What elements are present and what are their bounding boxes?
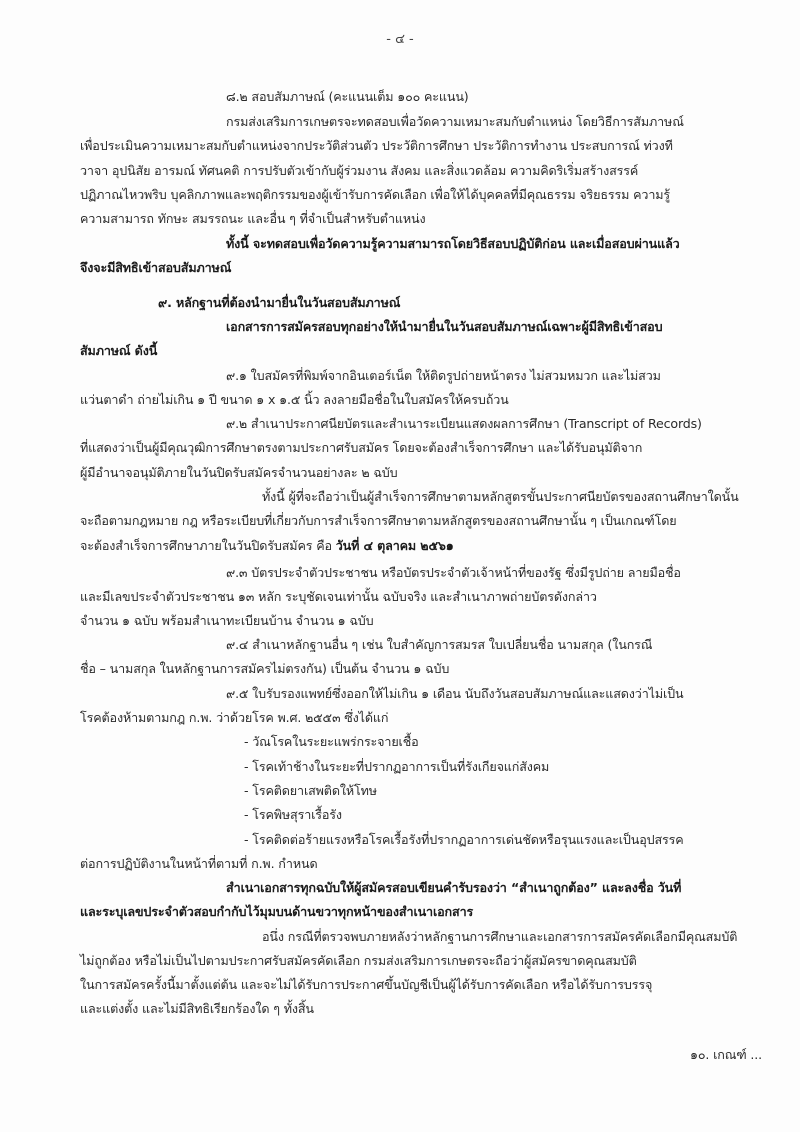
text-line	[80, 1000, 314, 1018]
text-line	[80, 259, 231, 277]
line-text: ๙. หลักฐานที่ต้องนำมายื่นในวันสอบสัมภาษณ์	[158, 295, 401, 310]
line-text: เพื่อประเมินความเหมาะสมกับตำแหน่งจากประวัติส่วนตัว ประวัติการศึกษา ประวัติการทำงาน ประสบการณ์ ท่วงที	[80, 138, 673, 153]
line-text: ไม่ถูกต้อง หรือไม่เป็นไปตามประกาศรับสมัครคัดเลือก กรมส่งเสริมการเกษตรจะถือว่าผู้สมัครขาดคุณสมบัติ	[80, 953, 637, 968]
text-line	[226, 879, 681, 897]
line-text: จึงจะมีสิทธิเข้าสอบสัมภาษณ์	[80, 260, 232, 275]
text-line	[80, 210, 425, 228]
text-line	[244, 831, 684, 849]
line-text: - โรคเท้าช้างในระยะที่ปรากฏอาการเป็นที่รังเกียจแก่สังคม	[244, 759, 550, 774]
line-text: และระบุเลขประจำตัวสอบกำกับไว้มุมบนด้านขวาทุกหน้าของสำเนาเอกสาร	[80, 904, 474, 919]
text-line	[226, 88, 469, 106]
line-text: และมีเลขประจำตัวประชาชน ๑๓ หลัก ระบุชัดเจนเท่านั้น ฉบับจริง และสำเนาภาพถ่ายบัตรดังกล่าว	[80, 589, 597, 604]
line-text: แว่นตาดำ ถ่ายไม่เกิน ๑ ปี ขนาด ๑ x ๑.๕ นิ้ว ลงลายมือชื่อในใบสมัครให้ครบถ้วน	[80, 392, 509, 407]
text-line	[244, 806, 342, 824]
line-text: ต่อการปฏิบัติงานในหน้าที่ตามที่ ก.พ. กำหนด	[80, 856, 318, 871]
text-line	[226, 367, 661, 385]
text-line	[226, 636, 652, 654]
line-text: กรมส่งเสริมการเกษตรจะทดสอบเพื่อวัดความเหมาะสมกับตำแหน่ง โดยวิธีการสัมภาษณ์	[226, 114, 684, 129]
text-line	[80, 588, 597, 606]
text-line	[80, 709, 388, 727]
line-text: ๙.๓ บัตรประจำตัวประชาชน หรือบัตรประจำตัวเจ้าหน้าที่ของรัฐ ซึ่งมีรูปถ่าย ลายมือชื่อ	[226, 565, 681, 580]
line-text: ความสามารถ ทักษะ สมรรถนะ และอื่น ๆ ที่จำเป็นสำหรับตำแหน่ง	[80, 211, 426, 226]
line-text: - วัณโรคในระยะแพร่กระจายเชื้อ	[244, 734, 419, 749]
text-line	[226, 564, 681, 582]
line-text: ๘.๒ สอบสัมภาษณ์ (คะแนนเต็ม ๑๐๐ คะแนน)	[226, 89, 469, 104]
text-line	[80, 952, 637, 970]
line-text: จำนวน ๑ ฉบับ พร้อมสำเนาทะเบียนบ้าน จำนวน ๑ ฉบับ	[80, 613, 374, 628]
text-line	[158, 294, 400, 312]
line-text: และแต่งตั้ง และไม่มีสิทธิเรียกร้องใด ๆ ทั้งสิ้น	[80, 1001, 314, 1016]
text-line	[80, 537, 454, 555]
line-text: สำเนาเอกสารทุกฉบับให้ผู้สมัครสอบเขียนคำรับรองว่า “สำเนาถูกต้อง” และลงชื่อ วันที่	[226, 880, 682, 895]
line-text: ทั้งนี้ ผู้ที่จะถือว่าเป็นผู้สำเร็จการศึกษาตามหลักสูตรขั้นประกาศนียบัตรของสถานศึกษาใดนั้น	[262, 489, 739, 504]
text-line	[80, 391, 509, 409]
text-line	[226, 113, 684, 131]
page-number: - ๔ -	[386, 32, 414, 47]
text-line	[690, 1046, 762, 1064]
line-text: ๑๐. เกณฑ์ ...	[690, 1047, 762, 1062]
line-text: เอกสารการสมัครสอบทุกอย่างให้นำมายื่นในวันสอบสัมภาษณ์เฉพาะผู้มีสิทธิเข้าสอบ	[226, 319, 663, 334]
line-text: ในการสมัครครั้งนี้มาตั้งแต่ต้น และจะไม่ได้รับการประกาศขึ้นบัญชีเป็นผู้ได้รับการคัดเลือก หรือได้รับการบรรจุ	[80, 977, 653, 992]
text-line	[226, 415, 702, 433]
text-line	[80, 439, 642, 457]
line-text: จะถือตามกฎหมาย กฎ หรือระเบียบที่เกี่ยวกับการสำเร็จการศึกษาตามหลักสูตรของสถานศึกษานั้น ๆ เป็นเกณฑ์โดย	[80, 513, 677, 528]
text-line	[244, 782, 377, 800]
line-text: - โรคติดต่อร้ายแรงหรือโรคเรื้อรังที่ปรากฏอาการเด่นชัดหรือรุนแรงและเป็นอุปสรรค	[244, 832, 684, 847]
text-line	[80, 342, 157, 360]
text-line	[262, 928, 737, 946]
text-line	[80, 612, 373, 630]
text-line	[80, 162, 638, 180]
line-text: ๙.๔ สำเนาหลักฐานอื่น ๆ เช่น ใบสำคัญการสมรส ใบเปลี่ยนชื่อ นามสกุล (ในกรณี	[226, 637, 653, 652]
line-text: ที่แสดงว่าเป็นผู้มีคุณวุฒิการศึกษาตรงตามประกาศรับสมัคร โดยจะต้องสำเร็จการศึกษา และได้รับอนุมัติจาก	[80, 440, 643, 455]
line-text: วาจา อุปนิสัย อารมณ์ ทัศนคติ การปรับตัวเข้ากับผู้ร่วมงาน สังคม และสิ่งแวดล้อม ความคิดริเริ่มสร้างสรรค์	[80, 163, 639, 178]
line-text: ทั้งนี้ จะทดสอบเพื่อวัดความรู้ความสามารถโดยวิธีสอบปฏิบัติก่อน และเมื่อสอบผ่านแล้ว	[226, 236, 680, 251]
text-line	[244, 733, 419, 751]
line-text: อนึ่ง กรณีที่ตรวจพบภายหลังว่าหลักฐานการศึกษาและเอกสารการสมัครคัดเลือกมีคุณสมบัติ	[262, 929, 738, 944]
text-line	[262, 488, 739, 506]
text-line	[80, 855, 317, 873]
line-text: ชื่อ – นามสกุล ในหลักฐานการสมัครไม่ตรงกัน) เป็นต้น จำนวน ๑ ฉบับ	[80, 661, 450, 676]
line-text: ๙.๒ สำเนาประกาศนียบัตรและสำเนาระเบียนแสดงผลการศึกษา (Transcript of Records)	[226, 416, 702, 431]
line-text: ผู้มีอำนาจอนุมัติภายในวันปิดรับสมัครจำนวนอย่างละ ๒ ฉบับ	[80, 465, 398, 480]
text-line	[80, 137, 673, 155]
line-text: สัมภาษณ์ ดังนี้	[80, 343, 158, 358]
line-text: โรคต้องห้ามตามกฎ ก.พ. ว่าด้วยโรค พ.ศ. ๒๕๕๓ ซึ่งได้แก่	[80, 710, 389, 725]
deadline-date: วันที่ ๔ ตุลาคม ๒๕๖๑	[335, 538, 454, 553]
text-line	[226, 685, 683, 703]
text-line	[80, 976, 652, 994]
line-text: จะต้องสำเร็จการศึกษาภายในวันปิดรับสมัคร คือ	[80, 538, 336, 553]
text-line	[80, 512, 676, 530]
text-line	[80, 186, 670, 204]
line-text: ปฏิภาณไหวพริบ บุคลิกภาพและพฤติกรรมของผู้เข้ารับการคัดเลือก เพื่อให้ได้บุคคลที่มีคุณธรรม จริยธรรม ความรู้	[80, 187, 671, 202]
line-text: ๙.๑ ใบสมัครที่พิมพ์จากอินเตอร์เน็ต ให้ติดรูปถ่ายหน้าตรง ไม่สวมหมวก และไม่สวม	[226, 368, 661, 383]
text-line	[244, 758, 549, 776]
text-line	[80, 464, 397, 482]
text-line	[80, 660, 449, 678]
line-text: - โรคพิษสุราเรื้อรัง	[244, 807, 342, 822]
line-text: - โรคติดยาเสพติดให้โทษ	[244, 783, 377, 798]
text-line	[226, 235, 680, 253]
text-line	[226, 318, 662, 336]
text-line	[80, 903, 473, 921]
line-text: ๙.๕ ใบรับรองแพทย์ซึ่งออกให้ไม่เกิน ๑ เดือน นับถึงวันสอบสัมภาษณ์และแสดงว่าไม่เป็น	[226, 686, 684, 701]
